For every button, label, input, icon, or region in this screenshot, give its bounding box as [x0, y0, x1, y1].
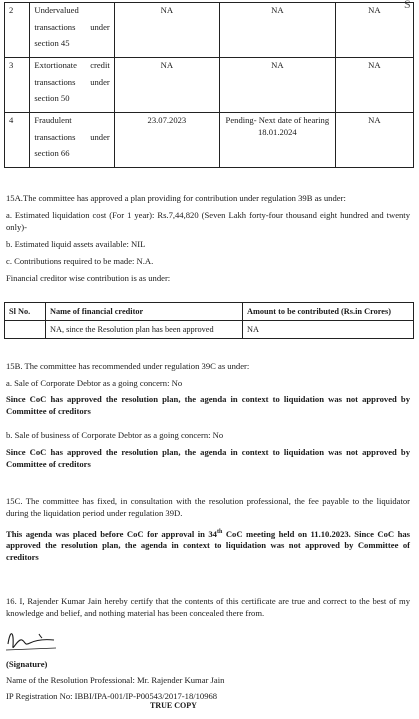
description-line [34, 93, 109, 105]
section-15c-note-post: CoC meeting held on 11.10.2023. Since CoC has approved the resolution plan, the agenda in context to liquidation was not approved by Committee of creditors [6, 528, 410, 563]
section-15b-item-a: a. Sale of Corporate Debtor as a going concern: No [6, 378, 183, 388]
section-15a-item-b: b. Estimated liquid assets available: NIL [6, 239, 146, 249]
table-cell-col5: NA [335, 58, 413, 113]
description-word: under [90, 76, 110, 87]
section-16-text: 16. I, Rajender Kumar Jain hereby certify that the contents of this certificate are true and correct to the best of my knowledge and belief, and nothing material has been concealed there from. [6, 596, 410, 618]
table-cell-col5: NA [335, 3, 413, 58]
description-word: under [90, 131, 110, 142]
section-15c-note [6, 528, 410, 564]
fc-intro: Financial creditor wise contribution is as under: [6, 273, 171, 283]
table-cell-col3: NA [114, 3, 219, 58]
transactions-table [4, 2, 414, 168]
fc-header-name: Name of financial creditor [46, 303, 243, 321]
table-row [5, 3, 414, 58]
description-word: under [90, 21, 110, 32]
table-cell-col4: NA [219, 3, 335, 58]
row-number: 4 [5, 113, 30, 168]
rp-name: Name of the Resolution Professional: Mr. Rajender Kumar Jain [6, 675, 225, 685]
description-word: transactions [34, 21, 76, 32]
fc-header-slno: Sl No. [5, 303, 46, 321]
description-word: credit [90, 60, 110, 70]
section-15c-text: 15C. The committee has fixed, in consultation with the resolution professional, the fee payable to the liquidator during the liquidation period under regulation 39D. [6, 496, 410, 518]
section-15a-item-a: a. Estimated liquidation cost (For 1 year): Rs.7,44,820 (Seven Lakh forty-four thousand eight hundred and twenty only)- [6, 210, 410, 232]
table-row [5, 113, 414, 168]
section-15c-note-pre: This agenda was placed before CoC for approval in 34 [6, 528, 217, 539]
description-line [34, 22, 109, 34]
description-word: Undervalued [34, 5, 79, 15]
description-word: section 50 [34, 93, 70, 104]
section-15b-note-b: Since CoC has approved the resolution plan, the agenda in context to liquidation was not approved by Committee of creditors [6, 447, 410, 469]
fc-header-amount: Amount to be contributed (Rs.in Crores) [243, 303, 414, 321]
table-cell-col4: NA [219, 58, 335, 113]
section-15b-note-a: Since CoC has approved the resolution plan, the agenda in context to liquidation was not approved by Committee of creditors [6, 394, 410, 416]
transaction-description [30, 113, 114, 168]
section-15c-note-sup: th [216, 529, 223, 535]
fc-header-row [5, 303, 414, 321]
section-15a-item-c: c. Contributions required to be made: N.A. [6, 256, 154, 266]
description-word: Fraudulent [34, 115, 72, 125]
signature-label: (Signature) [6, 659, 48, 669]
row-number: 2 [5, 3, 30, 58]
description-line [34, 38, 109, 50]
table-cell-col4: Pending- Next date of hearing 18.01.2024 [219, 113, 335, 168]
table-row [5, 58, 414, 113]
description-word: Extortionate [34, 60, 77, 70]
fc-cell-slno [5, 321, 46, 339]
description-line [34, 115, 109, 127]
description-line [34, 60, 109, 72]
description-line [34, 77, 109, 89]
description-word: transactions [34, 76, 76, 87]
fc-row [5, 321, 414, 339]
section-15a-heading: 15A.The committee has approved a plan providing for contribution under regulation 39B as under: [6, 193, 346, 203]
section-15b-item-b: b. Sale of business of Corporate Debtor as a going concern: No [6, 430, 224, 440]
description-word: transactions [34, 131, 76, 142]
transaction-description [30, 58, 114, 113]
true-copy-stamp: TRUE COPY [150, 701, 197, 710]
corner-mark: S [404, 0, 411, 11]
description-word: section 45 [34, 38, 70, 49]
table-cell-col5: NA [335, 113, 413, 168]
transaction-description [30, 3, 114, 58]
financial-creditor-table [4, 302, 414, 339]
row-number: 3 [5, 58, 30, 113]
fc-cell-amount: NA [243, 321, 414, 339]
description-word: section 66 [34, 148, 70, 159]
description-line [34, 5, 109, 17]
fc-cell-name: NA, since the Resolution plan has been approved [46, 321, 243, 339]
description-line [34, 132, 109, 144]
description-line [34, 148, 109, 160]
table-cell-col3: NA [114, 58, 219, 113]
ip-registration: IP Registration No: IBBI/IPA-001/IP-P00543/2017-18/10968 [6, 691, 218, 701]
table-cell-col3: 23.07.2023 [114, 113, 219, 168]
signature-scribble [4, 626, 64, 656]
section-15b-heading: 15B. The committee has recommended under regulation 39C as under: [6, 361, 250, 371]
